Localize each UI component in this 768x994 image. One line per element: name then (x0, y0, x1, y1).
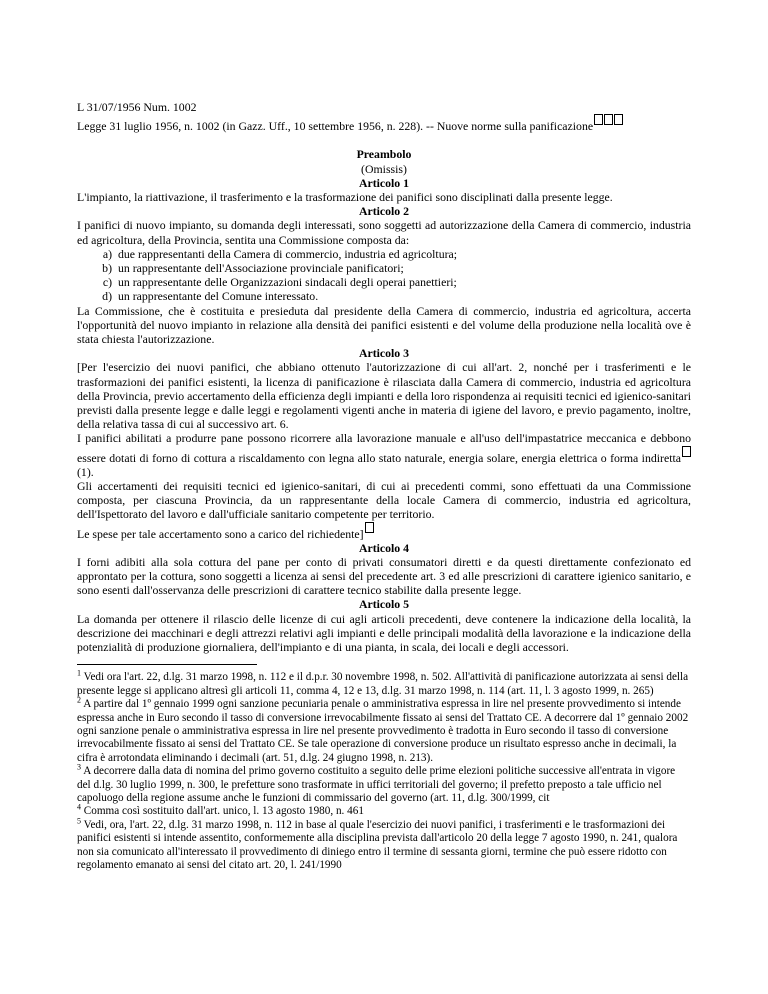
article-5-heading: Articolo 5 (358, 597, 410, 612)
footnote-marker-box (682, 446, 691, 457)
footnote-3: $^3$ A decorrere dalla data di nomina del primo governo costituito a seguito delle prime elezioni politiche successive all'entrata in vigore del d.lg. 30 luglio 1999, n. 300, le prefetture sono trasformate in uffici territoriali del governo; il prefetto preposto a tale ufficio nel capoluogo della regione assume anche le funzioni di commissario del governo (art. 11, d.lg. 300/1999, cit (77, 762, 676, 804)
article-3-paragraph-4: Le spese per tale accertamento sono a carico del richiedente] (77, 522, 691, 541)
article-2-heading: Articolo 2 (358, 204, 410, 219)
footnote-marker-box (365, 522, 374, 533)
footnote-marker-box (594, 114, 603, 125)
article-3-paragraph-3: Gli accertamenti dei requisiti tecnici ed igienico-sanitari, di cui ai precedenti commi, sono effettuati da una Commissione composta, per ciascuna Provincia, da un rappresentante della locale Camera di commercio, industria ed agricoltura, dell'Ispettorato del lavoro e dall'ufficiale sanitario competente per territorio. (77, 478, 691, 522)
list-item: a) due rappresentanti della Camera di commercio, industria ed agricoltura; (102, 246, 458, 261)
article-3-paragraph-2: I panifici abilitati a produrre pane possono ricorrere alla lavorazione manuale e all'uso dell'impastatrice meccanica e debbono essere dotati di forno di cottura a riscaldamento con legna allo stato naturale, energia solare, energia elettrica o forma indiretta (1). (77, 431, 691, 479)
footnotes (77, 668, 691, 872)
document-page (77, 100, 691, 872)
footnote-marker-box (604, 114, 613, 125)
law-title (77, 114, 691, 133)
article-3-heading: Articolo 3 (358, 346, 410, 361)
article-1-text: L'impianto, la riattivazione, il trasferimento e la trasformazione dei panifici sono disciplinati dalla presente legge. (77, 189, 613, 204)
list-item: b) un rappresentante dell'Associazione provinciale panificatori; (102, 260, 404, 275)
article-5-text: La domanda per ottenere il rilascio delle licenze di cui agli articoli precedenti, deve contenere la indicazione della località, la descrizione dei macchinari e degli attrezzi relativi agli impianti e delle principali modalità della lavorazione e la indicazione della potenzialità di produzione giornaliera, dell'impianto e di una pianta, in scala, dei locali e degli accessori. (77, 611, 691, 655)
footnote-4: $^4$ Comma così sostituito dall'art. unico, l. 13 agosto 1980, n. 461 (77, 802, 364, 818)
preambolo-heading: Preambolo (356, 147, 412, 162)
omissis-text: (Omissis) (361, 161, 407, 176)
footnote-reference-markers (593, 114, 623, 133)
footnote-2: $^2$ A partire dal 1º gennaio 1999 ogni sanzione pecuniaria penale o amministrativa espressa in lire nel presente provvedimento si intende espressa anche in Euro secondo il tasso di conversione irrevocabilmente fissato ai sensi del Trattato CE. A decorrere dal 1º gennaio 2002 ogni sanzione penale o amministrativa espressa in lire nel presente provvedimento è tradotta in Euro secondo il tasso di conversione irrevocabilmente fissato ai sensi del Trattato CE. Se tale operazione di conversione produce un risultato espresso anche in decimali, la cifra è arrotondata eliminando i decimali (art. 51, d.lg. 24 giugno 1998, n. 213). (77, 695, 689, 764)
article-2-closing: La Commissione, che è costituita e presieduta dal presidente della Camera di commercio, industria ed agricoltura, accerta l'opportunità del nuovo impianto in relazione alla densità dei panifici esistenti e del volume della produzione nella località ove è stata chiesta l'autorizzazione. (77, 303, 691, 346)
document-header (77, 100, 691, 133)
list-item: d) un rappresentante del Comune interessato. (102, 289, 319, 304)
footnote-1: $^1$ Vedi ora l'art. 22, d.lg. 31 marzo 1998, n. 112 e il d.p.r. 30 novembre 1998, n. 502. All'attività di panificazione autorizzata ai sensi della presente legge si applicano altresì gli articoli 11, comma 4, 12 e 13, d.lg. 31 marzo 1998, n. 114 (art. 11, l. 3 agosto 1999, n. 265) (77, 668, 689, 697)
article-3-paragraph-1: [Per l'esercizio dei nuovi panifici, che abbiano ottenuto l'autorizzazione di cui all'art. 2, nonché per i trasferimenti e le trasformazioni dei panifici esistenti, la licenza di panificazione è rilasciata dalla Camera di commercio, industria ed agricoltura della Provincia, previo accertamento della efficienza degli impianti e della loro rispondenza ai requisiti tecnici ed igienico-sanitari previsti dalla presente legge e dalle leggi e regolamenti vigenti anche in materia di igiene del lavoro, e previo pagamento, inoltre, della relativa tassa di cui al successivo art. 6. (77, 360, 691, 432)
law-reference: L 31/07/1956 Num. 1002 (77, 100, 197, 114)
footnote-marker-box (614, 114, 623, 125)
article-4-heading: Articolo 4 (358, 540, 410, 555)
article-1-heading: Articolo 1 (358, 175, 410, 190)
list-item: c) un rappresentante delle Organizzazioni sindacali degli operai panettieri; (102, 275, 457, 290)
article-4-text: I forni adibiti alla sola cottura del pane per conto di privati consumatori diretti e da questi direttamente confezionato ed approntato per la cottura, sono soggetti a licenza ai sensi del precedente art. 3 ed alle prescrizioni di carattere igienico sanitario, e sono esenti dall'osservanza delle prescrizioni di carattere tecnico stabilite dalla presente legge. (77, 554, 691, 598)
law-title-text: Legge 31 luglio 1956, n. 1002 (in Gazz. Uff., 10 settembre 1956, n. 228). -- Nuove norme sulla panificazione (77, 119, 594, 134)
footnote-separator (77, 664, 257, 665)
article-2-intro: I panifici di nuovo impianto, su domanda degli interessati, sono soggetti ad autorizzazione della Camera di commercio, industria ed agricoltura, della Provincia, sentita una Commissione composta da: (77, 218, 691, 247)
footnote-5: $^5$ Vedi, ora, l'art. 22, d.lg. 31 marzo 1998, n. 112 in base al quale l'esercizio dei nuovi panifici, i trasferimenti e le trasformazioni dei panifici esistenti si intende assentito, conformemente alla disciplina prevista dall'articolo 20 della legge 7 agosto 1990, n. 241, qualora non sia comunicato all'interessato il provvedimento di diniego entro il termine di sessanta giorni, termine che può essere ridotto con regolamento emanato ai sensi del citato art. 20, l. 241/1990 (77, 816, 678, 871)
commission-member-list (77, 247, 691, 304)
